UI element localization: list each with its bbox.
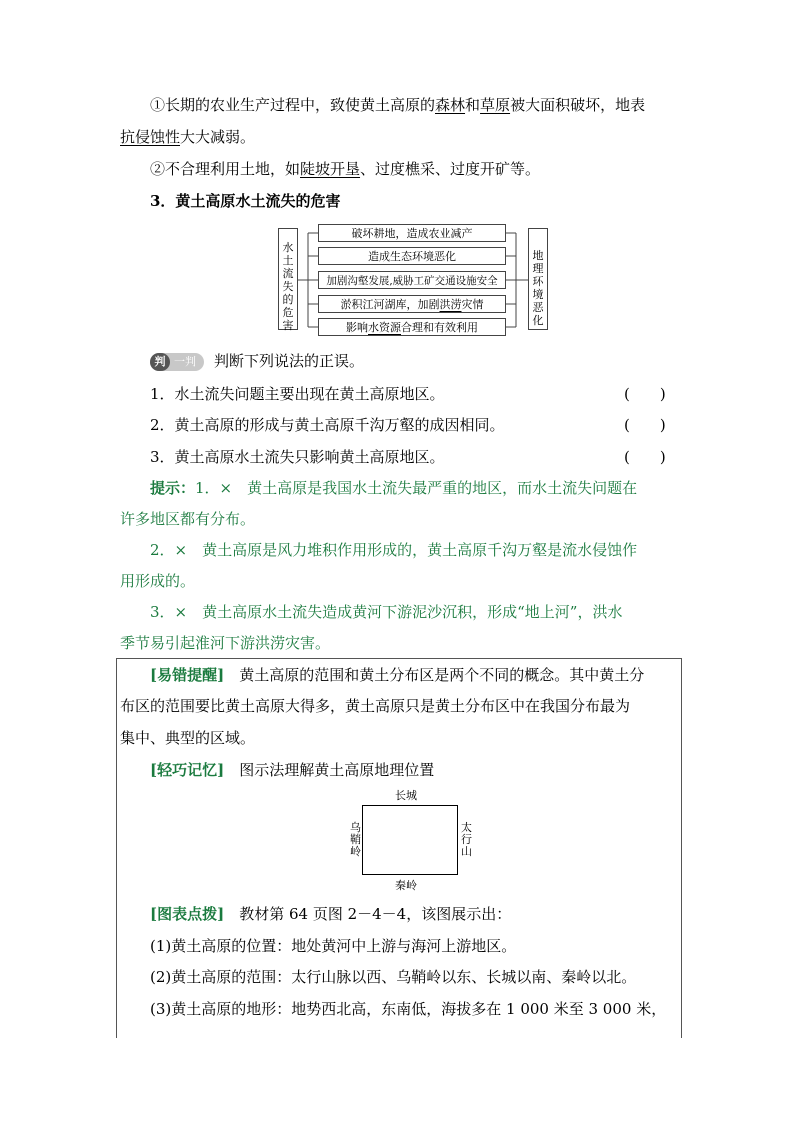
map-label-left: 乌鞘岭 bbox=[350, 821, 361, 858]
box-note-1-line-2: 布区的范围要比黄土高原大得多，黄土高原只是黄土分布区中在我国分布最为 bbox=[120, 697, 631, 715]
judge-badge-icon: 判 一判 bbox=[150, 353, 204, 371]
map-label-bottom: 秦岭 bbox=[395, 879, 417, 892]
map-label-right: 太行山 bbox=[461, 821, 472, 858]
section-heading-3: 3．黄土高原水土流失的危害 bbox=[150, 192, 341, 210]
paragraph-1-line-1: ①长期的农业生产过程中，致使黄土高原的森林和草原被大面积破坏，地表 bbox=[150, 96, 646, 114]
box-point-3: (3)黄土高原的地形：地势西北高，东南低，海拔多在 1 000 米至 3 000 米， bbox=[150, 1000, 667, 1018]
underline-forest: 森林 bbox=[435, 96, 466, 114]
paragraph-1-line-2: 抗侵蚀性大大减弱。 bbox=[120, 128, 256, 146]
diagram-left-label: 水土流失的危害 bbox=[278, 228, 298, 330]
diagram-row-4: 淤积江河湖库，加剧洪涝灾情 bbox=[318, 295, 506, 313]
map-label-top: 长城 bbox=[395, 789, 417, 802]
tip-2-line-1: 2．× 黄土高原是风力堆积作用形成的，黄土高原千沟万壑是流水侵蚀作 bbox=[150, 541, 638, 559]
diagram-row-5: 影响水资源合理和有效利用 bbox=[318, 318, 506, 336]
paragraph-2: ②不合理利用土地，如陡坡开垦、过度樵采、过度开矿等。 bbox=[150, 160, 541, 178]
diagram-right-label: 地理环境恶化 bbox=[528, 228, 548, 330]
judge-prompt-line: 判 一判 判断下列说法的正误。 bbox=[150, 350, 364, 372]
underline-steep-slope: 陡坡开垦 bbox=[300, 160, 361, 178]
underline-grassland: 草原 bbox=[480, 96, 511, 114]
judge-item-2-paren: ( ) bbox=[624, 416, 666, 434]
box-note-1-line-1: [易错提醒] 黄土高原的范围和黄土分布区是两个不同的概念。其中黄土分 bbox=[150, 666, 645, 684]
tip-1-line-1: 提示：1．× 黄土高原是我国水土流失最严重的地区，而水土流失问题在 bbox=[150, 479, 638, 497]
box-note-1-line-3: 集中、典型的区域。 bbox=[120, 729, 256, 747]
tip-3-line-2: 季节易引起淮河下游洪涝灾害。 bbox=[120, 634, 331, 652]
judge-item-1: 1．水土流失问题主要出现在黄土高原地区。 bbox=[150, 385, 445, 403]
diagram-row-2: 造成生态环境恶化 bbox=[318, 247, 506, 265]
judge-item-2: 2．黄土高原的形成与黄土高原千沟万壑的成因相同。 bbox=[150, 416, 505, 434]
tip-3-line-1: 3．× 黄土高原水土流失造成黄河下游泥沙沉积，形成“地上河”，洪水 bbox=[150, 603, 623, 621]
underline-erosion-resistance: 抗侵蚀性 bbox=[120, 128, 181, 146]
box-point-1: (1)黄土高原的位置：地处黄河中上游与海河上游地区。 bbox=[150, 937, 517, 955]
judge-item-3-paren: ( ) bbox=[624, 448, 666, 466]
box-note-3: [图表点拨] 教材第 64 页图 2－4－4，该图展示出： bbox=[150, 905, 512, 923]
box-note-2: [轻巧记忆] 图示法理解黄土高原地理位置 bbox=[150, 761, 435, 779]
judge-item-1-paren: ( ) bbox=[624, 385, 666, 403]
diagram-row-1: 破坏耕地，造成农业减产 bbox=[318, 224, 506, 242]
loess-plateau-boundary-box bbox=[362, 805, 458, 875]
judge-item-3: 3．黄土高原水土流失只影响黄土高原地区。 bbox=[150, 448, 445, 466]
tip-1-line-2: 许多地区都有分布。 bbox=[120, 510, 256, 528]
box-point-2: (2)黄土高原的范围：太行山脉以西、乌鞘岭以东、长城以南、秦岭以北。 bbox=[150, 968, 637, 986]
tip-2-line-2: 用形成的。 bbox=[120, 572, 196, 590]
diagram-row-3: 加剧沟壑发展,威胁工矿交通设施安全 bbox=[318, 271, 506, 289]
